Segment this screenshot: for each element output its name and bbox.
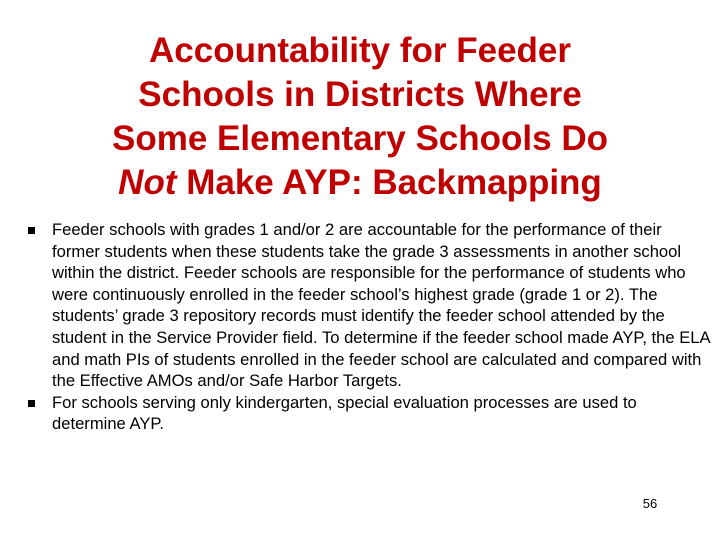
title-line-4 xyxy=(40,161,680,205)
title-line-2: Schools in Districts Where xyxy=(138,75,582,115)
bullet-item-feeder-schools xyxy=(24,219,714,392)
title-line-4-rest: Make AYP: Backmapping xyxy=(176,163,602,203)
title-line-3: Some Elementary Schools Do xyxy=(112,119,608,159)
bullet-item-kindergarten xyxy=(24,392,714,435)
bullet-list xyxy=(24,219,714,435)
title-emphasis: Not xyxy=(118,163,177,203)
bullet-text-kindergarten: For schools serving only kindergarten, special evaluation processes are used to determine AYP. xyxy=(52,392,637,434)
page-number: 56 xyxy=(642,496,658,511)
slide-title xyxy=(40,29,680,205)
square-bullet-icon xyxy=(28,227,35,234)
title-line-1: Accountability for Feeder xyxy=(148,31,572,71)
bullet-text-feeder-schools: Feeder schools with grades 1 and/or 2 are accountable for the performance of their former students when these students take the grade 3 assessments in another school within the district. Feeder schools are responsible for the performance of students who were continuously enrolled in the feeder school’s highest grade (grade 1 or 2). The students’ grade 3 repository records must identify the feeder school attended by the student in the Service Provider field. To determine if the feeder school made AYP, the ELA and math PIs of students enrolled in the feeder school are calculated and compared with the Effective AMOs and/or Safe Harbor Targets. xyxy=(52,220,710,391)
square-bullet-icon xyxy=(28,400,35,407)
